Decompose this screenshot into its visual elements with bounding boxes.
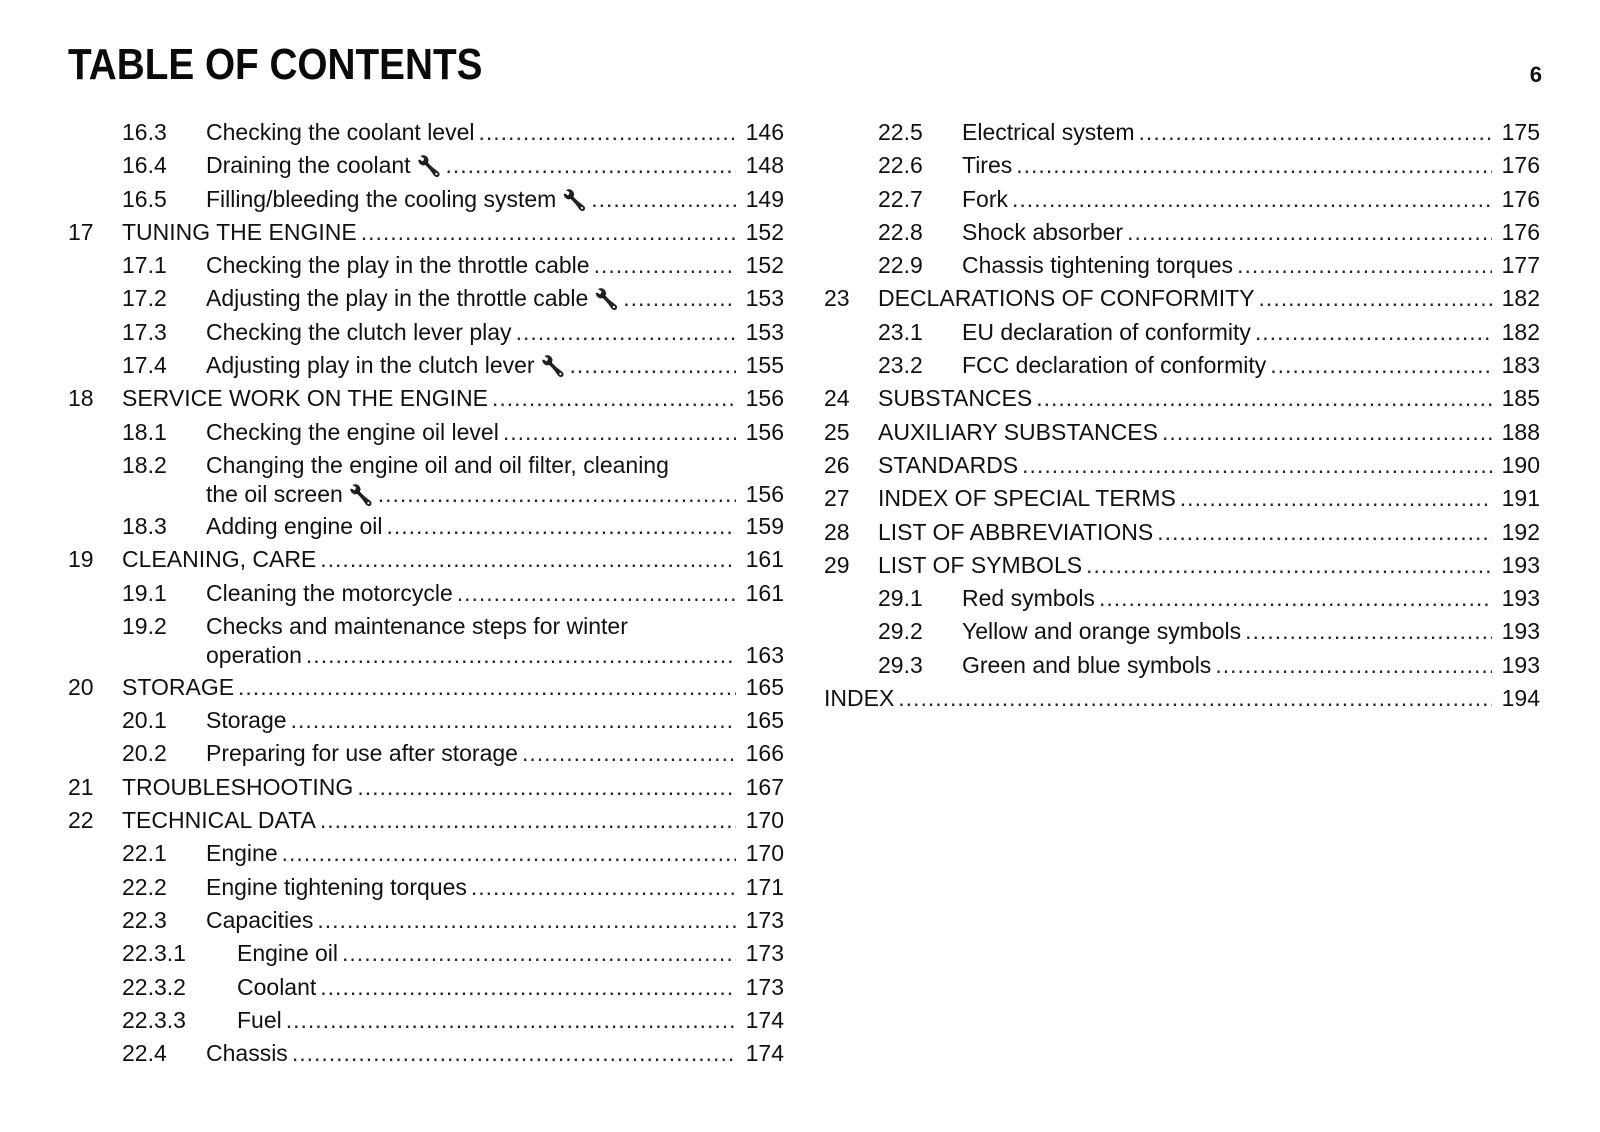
dot-leader <box>1162 416 1492 449</box>
toc-entry-line <box>824 682 1540 715</box>
toc-entry-number: 17.4 <box>122 352 167 379</box>
toc-entry-number: 22.3.3 <box>122 1006 186 1033</box>
toc-entry[interactable] <box>68 771 784 804</box>
toc-entry-line <box>878 416 1540 449</box>
toc-entry-line <box>878 382 1540 415</box>
toc-entry-line <box>962 316 1540 349</box>
toc-entry-line <box>206 349 784 384</box>
toc-entry-number: 18 <box>68 385 94 412</box>
toc-entry-page: 176 <box>1501 152 1540 179</box>
toc-entry-line <box>206 416 784 449</box>
dot-leader <box>1022 449 1492 482</box>
toc-entry-number: 22.9 <box>878 252 923 279</box>
wrench-icon: 🔧 <box>594 289 620 312</box>
toc-entry-page: 163 <box>745 641 784 668</box>
toc-entry[interactable] <box>68 1004 784 1037</box>
toc-entry-label: CLEANING, CARE <box>122 546 317 573</box>
toc-entry-page: 194 <box>1501 685 1540 712</box>
wrench-icon: 🔧 <box>348 484 374 507</box>
toc-entry-number: 29.2 <box>878 618 923 645</box>
dot-leader <box>522 737 736 770</box>
toc-entry-page: 171 <box>745 873 784 900</box>
toc-entry-page: 193 <box>1501 651 1540 678</box>
toc-entry[interactable] <box>68 971 784 1004</box>
toc-entry[interactable] <box>824 615 1540 648</box>
toc-entry-line <box>206 837 784 870</box>
toc-entry-page: 174 <box>745 1040 784 1067</box>
toc-entry-page: 156 <box>745 385 784 412</box>
toc-entry[interactable] <box>68 804 784 837</box>
toc-entry-number: 22.7 <box>878 185 923 212</box>
dot-leader <box>282 837 736 870</box>
toc-entry[interactable] <box>824 149 1540 182</box>
toc-entry-label: INDEX OF SPECIAL TERMS <box>878 485 1176 512</box>
toc-entry-number: 22.1 <box>122 840 167 867</box>
toc-entry-line <box>237 1004 784 1037</box>
toc-entry-label: Engine tightening torques <box>206 873 467 900</box>
dot-leader <box>320 971 736 1004</box>
toc-entry-number: 22.3 <box>122 906 167 933</box>
toc-entry-number: 17.2 <box>122 285 167 312</box>
toc-entry-label: Checking the coolant level <box>206 119 475 145</box>
toc-entry[interactable] <box>68 1037 784 1070</box>
dot-leader <box>1255 316 1492 349</box>
toc-entry[interactable] <box>824 282 1540 315</box>
toc-entry-number: 29.1 <box>878 585 923 612</box>
toc-entry-line <box>122 804 784 837</box>
toc-entry-page: 170 <box>745 840 784 867</box>
toc-entry[interactable] <box>68 349 784 382</box>
dot-leader <box>1259 282 1492 315</box>
toc-entry-label: TECHNICAL DATA <box>122 807 316 834</box>
dot-leader <box>503 416 736 449</box>
toc-entry-line <box>206 904 784 937</box>
toc-entry-number: 17 <box>68 218 94 245</box>
toc-entry-number: 20.1 <box>122 707 167 734</box>
toc-entry-label: LIST OF SYMBOLS <box>878 551 1083 578</box>
dot-leader <box>1245 615 1492 648</box>
toc-left-column <box>68 116 784 1070</box>
dot-leader <box>1215 649 1492 682</box>
toc-entry-line <box>206 737 784 770</box>
toc-entry-page: 192 <box>1501 518 1540 545</box>
toc-entry-label: Capacities <box>206 906 314 933</box>
toc-entry-line <box>962 249 1540 282</box>
toc-entry[interactable] <box>68 904 784 937</box>
toc-entry-number: 26 <box>824 451 850 478</box>
toc-entry-number: 22.4 <box>122 1040 167 1067</box>
toc-entry-label: INDEX <box>824 685 895 712</box>
toc-entry-page: 182 <box>1501 318 1540 345</box>
toc-entry[interactable] <box>824 216 1540 249</box>
toc-entry-label: operation <box>206 641 302 668</box>
dot-leader <box>1086 549 1492 582</box>
toc-entry[interactable] <box>68 543 784 576</box>
toc-entry-line <box>878 549 1540 582</box>
toc-entry-label: Adding engine oil <box>206 512 383 539</box>
toc-entry-page: 173 <box>745 940 784 967</box>
toc-entry-line <box>962 116 1540 149</box>
toc-entry-page: 156 <box>745 418 784 445</box>
toc-entry-label: Green and blue symbols <box>962 651 1212 678</box>
toc-entry-label: Checking the clutch lever play <box>206 318 512 345</box>
dot-leader <box>292 1037 736 1070</box>
toc-entry-label: the oil screen <box>206 480 343 507</box>
toc-entry[interactable] <box>824 449 1540 482</box>
toc-entry-page: 153 <box>745 285 784 312</box>
toc-entry-number: 17.1 <box>122 252 167 279</box>
wrench-icon: 🔧 <box>416 156 442 179</box>
toc-entry-page: 152 <box>745 218 784 245</box>
toc-entry[interactable] <box>68 510 784 543</box>
toc-entry-line <box>206 577 784 610</box>
dot-leader <box>361 216 736 249</box>
toc-entry[interactable] <box>68 216 784 249</box>
toc-entry-line <box>962 149 1540 182</box>
dot-leader <box>445 149 736 182</box>
toc-entry-number: 18.3 <box>122 512 167 539</box>
toc-entry[interactable] <box>68 183 784 216</box>
toc-entry-label: DECLARATIONS OF CONFORMITY <box>878 285 1255 312</box>
toc-entry[interactable] <box>68 149 784 182</box>
toc-entry-number: 20 <box>68 673 94 700</box>
toc-entry[interactable] <box>824 682 1540 715</box>
toc-entry-page: 176 <box>1501 218 1540 245</box>
toc-entry-line <box>237 971 784 1004</box>
toc-entry-line <box>206 316 784 349</box>
toc-entry-number: 19 <box>68 546 94 573</box>
toc-entry-line <box>122 771 784 804</box>
toc-entry-number: 18.1 <box>122 418 167 445</box>
dot-leader <box>898 682 1492 715</box>
toc-entry-line <box>206 116 784 149</box>
toc-entry[interactable] <box>68 671 784 704</box>
toc-entry-page: 182 <box>1501 285 1540 312</box>
toc-entry-page: 174 <box>745 1006 784 1033</box>
toc-entry-page: 166 <box>745 740 784 767</box>
wrench-icon: 🔧 <box>540 356 566 379</box>
toc-entry-number: 24 <box>824 385 850 412</box>
dot-leader <box>357 771 736 804</box>
toc-entry-label: Adjusting the play in the throttle cable <box>206 285 589 312</box>
toc-entry-number: 22 <box>68 807 94 834</box>
toc-entry-number: 29 <box>824 551 850 578</box>
dot-leader <box>516 316 736 349</box>
toc-entry-number: 28 <box>824 518 850 545</box>
toc-entry[interactable] <box>68 416 784 449</box>
toc-entry[interactable] <box>824 582 1540 615</box>
toc-entry-label: Electrical system <box>962 119 1135 145</box>
toc-entry-line <box>206 183 784 218</box>
toc-entry-number: 23 <box>824 285 850 312</box>
toc-entry-label: Fuel <box>237 1006 282 1033</box>
toc-entry[interactable] <box>824 382 1540 415</box>
toc-entry[interactable] <box>824 482 1540 515</box>
dot-leader <box>1180 482 1492 515</box>
wrench-icon: 🔧 <box>562 189 588 212</box>
toc-entry-label: Red symbols <box>962 585 1095 612</box>
dot-leader <box>1036 382 1492 415</box>
toc-entry-line <box>962 649 1540 682</box>
toc-entry-page: 159 <box>745 512 784 539</box>
toc-entry-page: 165 <box>745 707 784 734</box>
toc-entry-line <box>878 449 1540 482</box>
toc-entry[interactable] <box>68 610 784 671</box>
toc-entry-page: 193 <box>1501 551 1540 578</box>
toc-entry-number: 23.1 <box>878 318 923 345</box>
toc-entry-label: AUXILIARY SUBSTANCES <box>878 418 1158 445</box>
toc-entry-number: 22.3.2 <box>122 973 186 1000</box>
dot-leader <box>1270 349 1492 382</box>
toc-entry-page: 153 <box>745 318 784 345</box>
toc-entry-label: EU declaration of conformity <box>962 318 1251 345</box>
toc-entry-number: 20.2 <box>122 740 167 767</box>
toc-entry[interactable] <box>68 577 784 610</box>
toc-entry-number: 25 <box>824 418 850 445</box>
toc-entry[interactable] <box>824 649 1540 682</box>
toc-entry-page: 148 <box>745 152 784 179</box>
toc-entry-number: 19.2 <box>122 612 167 639</box>
toc-entry-page: 165 <box>745 673 784 700</box>
toc-entry-label: Shock absorber <box>962 218 1124 245</box>
toc-entry-label: TROUBLESHOOTING <box>122 773 354 800</box>
toc-entry-page: 183 <box>1501 352 1540 379</box>
toc-entry-label: Storage <box>206 707 287 734</box>
toc-entry-line <box>206 149 784 184</box>
toc-entry-label: Filling/bleeding the cooling system <box>206 185 557 212</box>
toc-entry-line <box>962 216 1540 249</box>
toc-entry[interactable] <box>68 837 784 870</box>
toc-entry-label: Checking the play in the throttle cable <box>206 252 590 279</box>
dot-leader <box>1099 582 1492 615</box>
toc-entry-label: SERVICE WORK ON THE ENGINE <box>122 385 488 412</box>
toc-entry-line <box>122 543 784 576</box>
toc-entry-line <box>206 478 784 513</box>
dot-leader <box>569 349 736 382</box>
toc-entry[interactable] <box>68 282 784 315</box>
toc-entry[interactable] <box>68 382 784 415</box>
toc-entry-line <box>878 282 1540 315</box>
toc-entry-line <box>122 382 784 415</box>
toc-entry-page: 193 <box>1501 618 1540 645</box>
toc-entry-page: 177 <box>1501 252 1540 279</box>
dot-leader <box>1139 116 1492 149</box>
toc-entry-page: 170 <box>745 807 784 834</box>
toc-entry-line <box>206 510 784 543</box>
toc-entry[interactable] <box>68 871 784 904</box>
toc-entry-label: Engine oil <box>237 940 339 967</box>
toc-entry-page: 185 <box>1501 385 1540 412</box>
toc-entry-page: 146 <box>745 119 784 145</box>
toc-entry-page: 149 <box>745 185 784 212</box>
toc-entry-number: 29.3 <box>878 651 923 678</box>
toc-entry-line <box>206 704 784 737</box>
toc-entry-page: 161 <box>745 579 784 606</box>
toc-entry[interactable] <box>824 416 1540 449</box>
toc-entry[interactable] <box>824 183 1540 216</box>
toc-entry-line <box>122 216 784 249</box>
toc-entry-label-line1: Checks and maintenance steps for winter <box>206 612 628 639</box>
dot-leader <box>591 183 736 216</box>
toc-entry-label: TUNING THE ENGINE <box>122 218 357 245</box>
toc-entry-label: FCC declaration of conformity <box>962 352 1267 379</box>
dot-leader <box>1157 516 1492 549</box>
toc-entry-page: 155 <box>745 352 784 379</box>
toc-entry-page: 191 <box>1501 485 1540 512</box>
dot-leader <box>623 282 736 315</box>
dot-leader <box>238 671 736 704</box>
toc-entry-number: 16.5 <box>122 185 167 212</box>
toc-entry-line <box>122 671 784 704</box>
toc-entry-label-line1: Changing the engine oil and oil filter, cleaning <box>206 451 669 478</box>
page-title: TABLE OF CONTENTS <box>68 40 483 89</box>
toc-entry[interactable] <box>68 249 784 282</box>
toc-right-column <box>824 116 1540 715</box>
toc-entry[interactable] <box>824 549 1540 582</box>
toc-entry-page: 188 <box>1501 418 1540 445</box>
toc-entry-label: Fork <box>962 185 1008 212</box>
toc-entry-page: 167 <box>745 773 784 800</box>
dot-leader <box>1016 149 1492 182</box>
toc-entry-number: 22.5 <box>878 119 923 145</box>
toc-entry-label: Preparing for use after storage <box>206 740 518 767</box>
toc-entry-number: 16.3 <box>122 119 167 145</box>
toc-entry-line <box>962 349 1540 382</box>
toc-entry-label: Chassis tightening torques <box>962 252 1234 279</box>
toc-entry[interactable] <box>68 116 784 149</box>
toc-entry[interactable] <box>824 349 1540 382</box>
toc-entry-label: Chassis <box>206 1040 288 1067</box>
toc-entry-line <box>206 282 784 317</box>
dot-leader <box>479 116 737 149</box>
dot-leader <box>1012 183 1492 216</box>
toc-entry-label: STORAGE <box>122 673 235 700</box>
toc-entry-number: 22.3.1 <box>122 940 186 967</box>
page-number: 6 <box>1529 62 1542 87</box>
dot-leader <box>386 510 736 543</box>
toc-entry[interactable] <box>68 737 784 770</box>
toc-entry-label: Yellow and orange symbols <box>962 618 1242 645</box>
toc-entry-number: 22.8 <box>878 218 923 245</box>
toc-entry-page: 161 <box>745 546 784 573</box>
toc-entry-page: 176 <box>1501 185 1540 212</box>
dot-leader <box>492 382 736 415</box>
toc-entry-page: 173 <box>745 906 784 933</box>
toc-entry-label: Tires <box>962 152 1013 179</box>
toc-entry-line <box>962 615 1540 648</box>
toc-entry-line <box>206 639 784 672</box>
toc-entry-number: 23.2 <box>878 352 923 379</box>
toc-entry-line <box>878 516 1540 549</box>
dot-leader <box>378 478 736 511</box>
toc-entry[interactable] <box>68 937 784 970</box>
dot-leader <box>286 1004 736 1037</box>
dot-leader <box>594 249 736 282</box>
toc-entry-line <box>878 482 1540 515</box>
toc-entry-page: 152 <box>745 252 784 279</box>
toc-entry-number: 22.2 <box>122 873 167 900</box>
dot-leader <box>1237 249 1492 282</box>
dot-leader <box>291 704 736 737</box>
toc-entry[interactable] <box>68 316 784 349</box>
dot-leader <box>471 871 736 904</box>
toc-entry-label: Cleaning the motorcycle <box>206 579 453 606</box>
toc-entry-number: 22.6 <box>878 152 923 179</box>
toc-entry-number: 19.1 <box>122 579 167 606</box>
dot-leader <box>320 543 736 576</box>
toc-entry-number: 21 <box>68 773 94 800</box>
toc-entry[interactable] <box>68 704 784 737</box>
toc-entry-line <box>237 937 784 970</box>
toc-entry-number: 27 <box>824 485 850 512</box>
toc-entry-page: 193 <box>1501 585 1540 612</box>
toc-entry[interactable] <box>824 249 1540 282</box>
dot-leader <box>320 804 736 837</box>
toc-entry-label: Checking the engine oil level <box>206 418 499 445</box>
toc-entry-label: STANDARDS <box>878 451 1019 478</box>
toc-entry[interactable] <box>824 116 1540 149</box>
toc-entry-label: Coolant <box>237 973 317 1000</box>
dot-leader <box>306 639 736 672</box>
toc-entry-label: LIST OF ABBREVIATIONS <box>878 518 1154 545</box>
toc-entry-page: 175 <box>1501 119 1540 145</box>
toc-entry-label: Engine <box>206 840 278 867</box>
toc-entry-page: 173 <box>745 973 784 1000</box>
toc-entry-line <box>206 871 784 904</box>
dot-leader <box>317 904 736 937</box>
toc-entry-number: 16.4 <box>122 152 167 179</box>
toc-entry[interactable] <box>824 516 1540 549</box>
dot-leader <box>1127 216 1492 249</box>
toc-entry-number: 17.3 <box>122 318 167 345</box>
toc-entry-line <box>206 249 784 282</box>
toc-entry-page: 156 <box>745 480 784 507</box>
dot-leader <box>342 937 736 970</box>
toc-entry-label: Adjusting play in the clutch lever <box>206 352 535 379</box>
toc-entry[interactable] <box>68 449 784 510</box>
dot-leader <box>457 577 736 610</box>
toc-entry-line <box>962 183 1540 216</box>
toc-entry-line <box>206 1037 784 1070</box>
toc-entry-line <box>962 582 1540 615</box>
toc-entry-label: SUBSTANCES <box>878 385 1033 412</box>
toc-entry-number: 18.2 <box>122 451 167 478</box>
toc-entry-label: Draining the coolant <box>206 152 411 179</box>
toc-entry[interactable] <box>824 316 1540 349</box>
toc-entry-page: 190 <box>1501 451 1540 478</box>
